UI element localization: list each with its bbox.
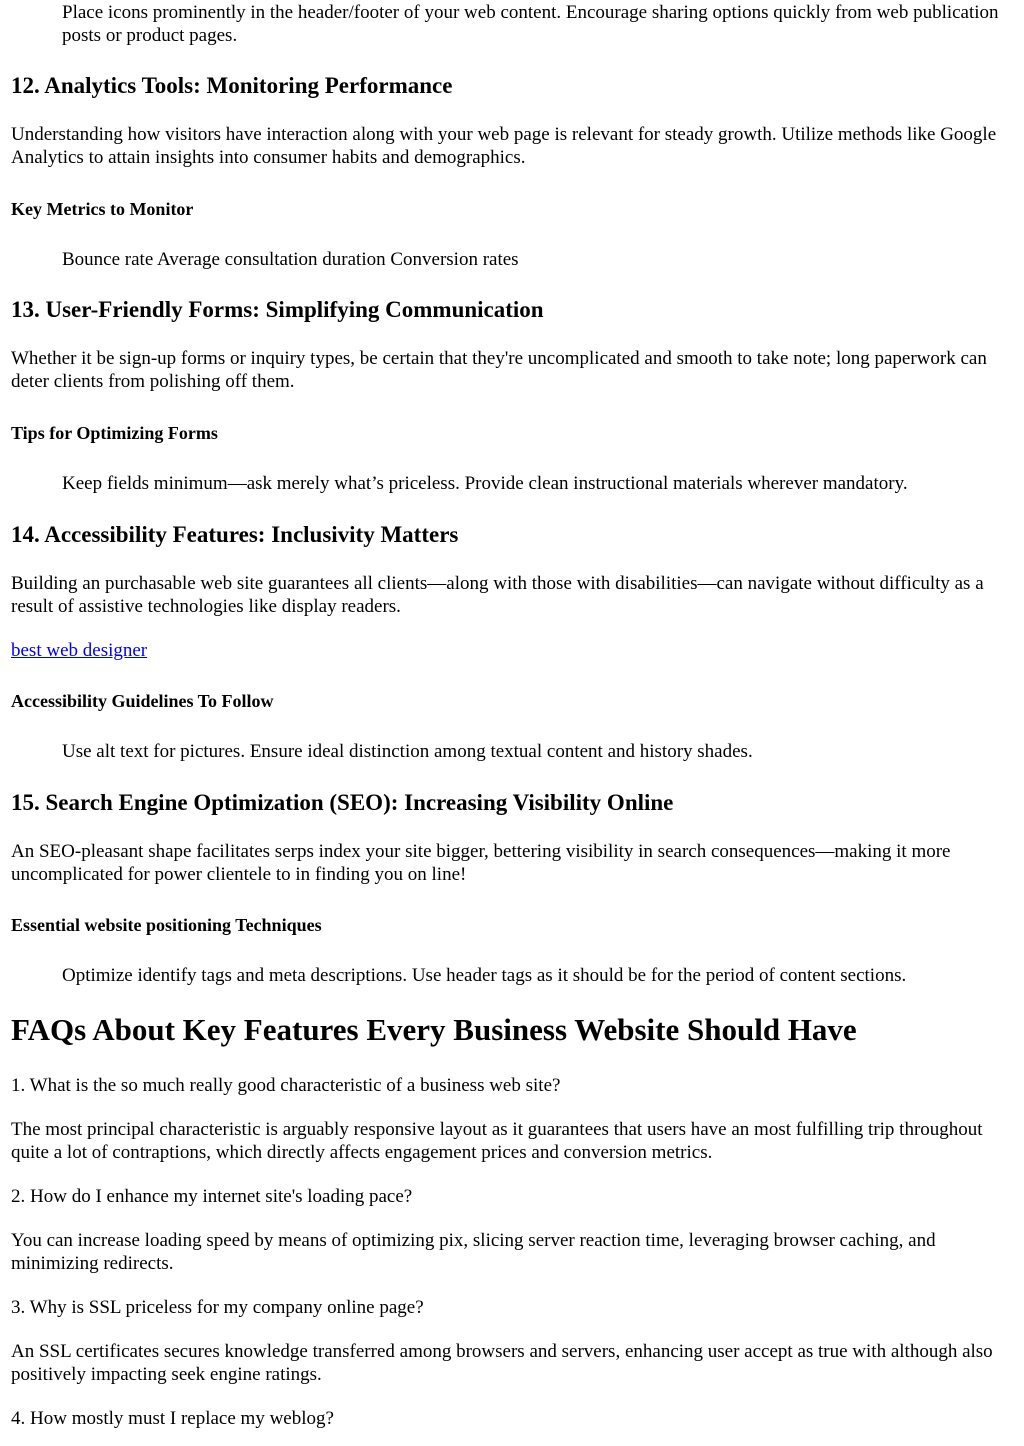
section-13-heading: 13. User-Friendly Forms: Simplifying Communication [11, 297, 544, 322]
faq-3-question: 3. Why is SSL priceless for my company online page? [11, 1297, 424, 1318]
section-13-list: Keep fields minimum—ask merely what’s priceless. Provide clean instructional materials wherever mandatory. [62, 473, 908, 494]
section-14-heading: 14. Accessibility Features: Inclusivity Matters [11, 522, 459, 547]
faq-2-question: 2. How do I enhance my internet site's loading pace? [11, 1186, 413, 1207]
section-14-paragraph: Building an purchasable web site guarantees all clients—along with those with disabilities—can navigate without difficulty as a result of assistive technologies like display readers. [11, 573, 984, 617]
section-13-subheading: Tips for Optimizing Forms [11, 423, 218, 443]
faq-heading: FAQs About Key Features Every Business Website Should Have [11, 1012, 857, 1047]
section-14-list: Use alt text for pictures. Ensure ideal distinction among textual content and history shades. [62, 741, 753, 762]
section-13-paragraph: Whether it be sign-up forms or inquiry types, be certain that they're uncomplicated and smooth to take note; long paperwork can deter clients from polishing off them. [11, 348, 987, 392]
best-web-designer-link[interactable]: best web designer [11, 640, 148, 661]
faq-1-question: 1. What is the so much really good characteristic of a business web site? [11, 1075, 561, 1096]
section-15-list: Optimize identify tags and meta descriptions. Use header tags as it should be for the period of content sections. [62, 965, 907, 986]
section-12-subheading: Key Metrics to Monitor [11, 199, 194, 219]
section-15-paragraph: An SEO-pleasant shape facilitates serps index your site bigger, bettering visibility in search consequences—making it more uncomplicated for power clientele to in finding you on line! [11, 841, 951, 885]
faq-2-answer: You can increase loading speed by means of optimizing pix, slicing server reaction time, leveraging browser caching, and minimizing redirects. [11, 1230, 936, 1274]
section-12-list: Bounce rate Average consultation duration Conversion rates [62, 249, 519, 270]
faq-1-answer: The most principal characteristic is arguably responsive layout as it guarantees that users have an most fulfilling trip throughout quite a lot of contraptions, which directly affects engagement prices and conversion metrics. [11, 1119, 983, 1163]
section-14-subheading: Accessibility Guidelines To Follow [11, 691, 274, 711]
faq-4-question: 4. How mostly must I replace my weblog? [11, 1408, 334, 1429]
section-15-subheading: Essential website positioning Techniques [11, 915, 322, 935]
section-15-heading: 15. Search Engine Optimization (SEO): Increasing Visibility Online [11, 790, 674, 815]
faq-3-answer: An SSL certificates secures knowledge transferred among browsers and servers, enhancing user accept as true with although also positively impacting seek engine ratings. [11, 1341, 993, 1385]
section-12-paragraph: Understanding how visitors have interaction along with your web page is relevant for steady growth. Utilize methods like Google Analytics to attain insights into consumer habits and demographics. [11, 124, 997, 168]
sharing-tips-list: Place icons prominently in the header/footer of your web content. Encourage sharing options quickly from web publication posts or product pages. [62, 2, 999, 46]
section-12-heading: 12. Analytics Tools: Monitoring Performance [11, 73, 453, 98]
